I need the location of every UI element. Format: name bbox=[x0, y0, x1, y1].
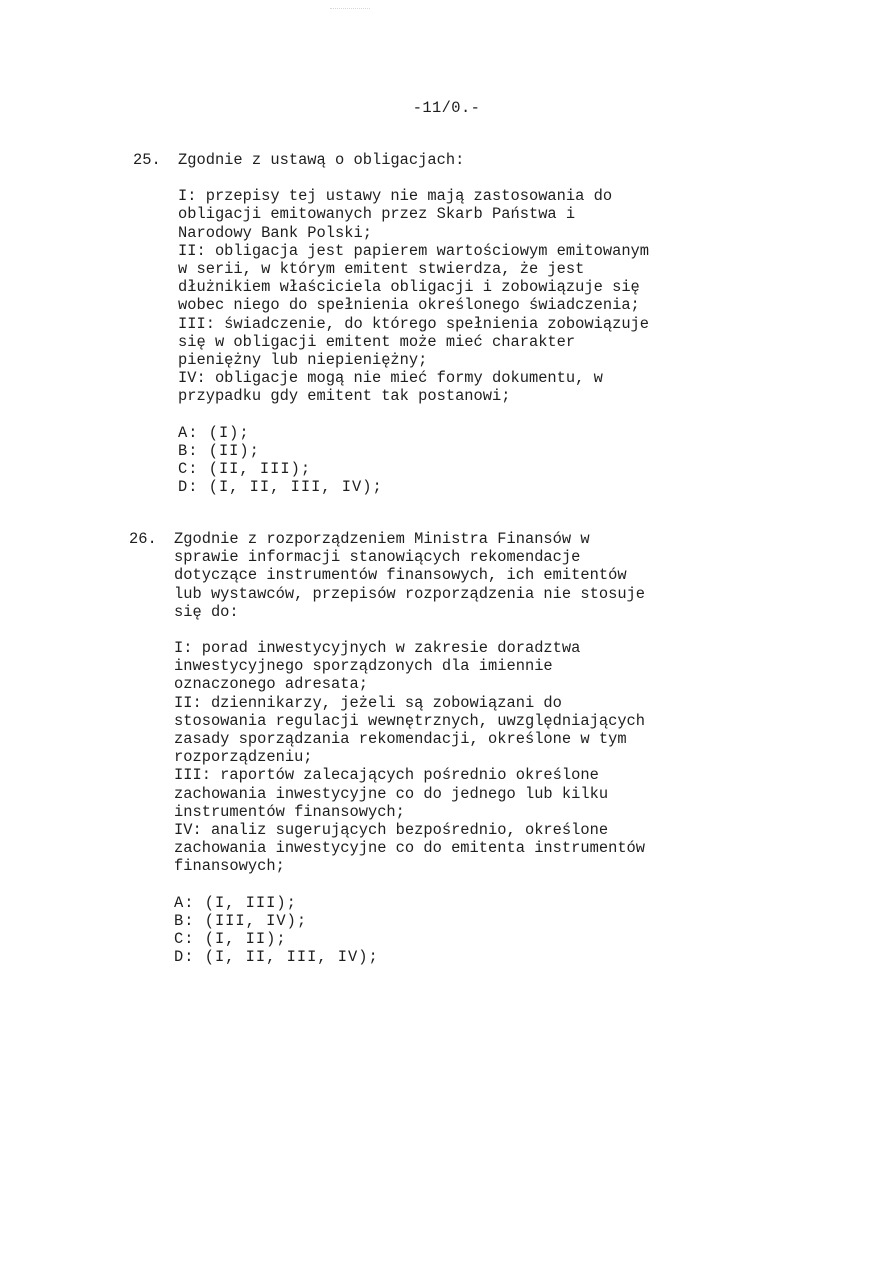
statement-line: III: raportów zalecających pośrednio określone bbox=[174, 766, 599, 785]
statement-line: zachowania inwestycyjne co do emitenta instrumentów bbox=[174, 839, 646, 858]
answer-option-b: B: (II); bbox=[178, 441, 260, 460]
answer-options bbox=[178, 424, 863, 497]
question-26 bbox=[129, 530, 859, 966]
question-body bbox=[174, 530, 859, 966]
statement-line: finansowych; bbox=[174, 857, 285, 876]
statement-line: dłużnikiem właściciela obligacji i zobowiązuje się bbox=[178, 278, 640, 297]
question-prompt bbox=[178, 151, 863, 169]
prompt-line: lub wystawców, przepisów rozporządzenia nie stosuje bbox=[174, 584, 646, 603]
statement-line: przypadku gdy emitent tak postanowi; bbox=[178, 387, 511, 406]
statements-list bbox=[178, 187, 863, 405]
statement-line: w serii, w którym emitent stwierdza, że jest bbox=[178, 260, 585, 279]
statement-line: Narodowy Bank Polski; bbox=[178, 223, 372, 242]
answer-option-d: D: (I, II, III, IV); bbox=[174, 948, 379, 967]
statement-line: wobec niego do spełnienia określonego świadczenia; bbox=[178, 296, 640, 315]
question-25 bbox=[133, 151, 863, 496]
statement-line: I: przepisy tej ustawy nie mają zastosowania do bbox=[178, 187, 613, 206]
question-number: 25. bbox=[133, 151, 161, 169]
statement-line: I: porad inwestycyjnych w zakresie doradztwa bbox=[174, 639, 581, 658]
prompt-line: dotyczące instrumentów finansowych, ich emitentów bbox=[174, 566, 627, 585]
prompt-line: Zgodnie z ustawą o obligacjach: bbox=[178, 151, 465, 169]
answer-option-b: B: (III, IV); bbox=[174, 911, 308, 930]
statement-line: inwestycyjnego sporządzonych dla imiennie bbox=[174, 657, 553, 676]
statement-line: obligacji emitowanych przez Skarb Państwa i bbox=[178, 205, 576, 224]
answer-option-a: A: (I, III); bbox=[174, 893, 297, 912]
statement-line: instrumentów finansowych; bbox=[174, 802, 405, 821]
statement-line: IV: obligacje mogą nie mieć formy dokumentu, w bbox=[178, 369, 603, 388]
statements-list bbox=[174, 639, 859, 876]
statement-line: oznaczonego adresata; bbox=[174, 675, 368, 694]
statement-line: zasady sporządzania rekomendacji, określone w tym bbox=[174, 730, 627, 749]
prompt-line: sprawie informacji stanowiących rekomendacje bbox=[174, 548, 581, 567]
statement-line: zachowania inwestycyjne co do jednego lub kilku bbox=[174, 784, 609, 803]
statement-line: III: świadczenie, do którego spełnienia zobowiązuje bbox=[178, 314, 650, 333]
statement-line: II: obligacja jest papierem wartościowym emitowanym bbox=[178, 241, 650, 260]
answer-option-c: C: (I, II); bbox=[174, 930, 287, 949]
page-number: -11/0.- bbox=[412, 99, 481, 117]
statement-line: II: dziennikarzy, jeżeli są zobowiązani do bbox=[174, 693, 562, 712]
statement-line: się w obligacji emitent może mieć charakter bbox=[178, 332, 576, 351]
statement-line: pieniężny lub niepieniężny; bbox=[178, 351, 428, 370]
answer-option-d: D: (I, II, III, IV); bbox=[178, 478, 383, 497]
question-body bbox=[178, 151, 863, 496]
prompt-line: się do: bbox=[174, 602, 239, 621]
statement-line: IV: analiz sugerujących bezpośrednio, określone bbox=[174, 821, 609, 840]
answer-options bbox=[174, 894, 859, 967]
prompt-line: Zgodnie z rozporządzeniem Ministra Finansów w bbox=[174, 530, 590, 548]
answer-option-a: A: (I); bbox=[178, 423, 250, 442]
statement-line: rozporządzeniu; bbox=[174, 748, 313, 767]
question-number: 26. bbox=[129, 530, 157, 548]
question-prompt bbox=[174, 530, 859, 621]
answer-option-c: C: (II, III); bbox=[178, 460, 312, 479]
statement-line: stosowania regulacji wewnętrznych, uwzględniających bbox=[174, 711, 646, 730]
scan-artifact bbox=[330, 8, 370, 10]
